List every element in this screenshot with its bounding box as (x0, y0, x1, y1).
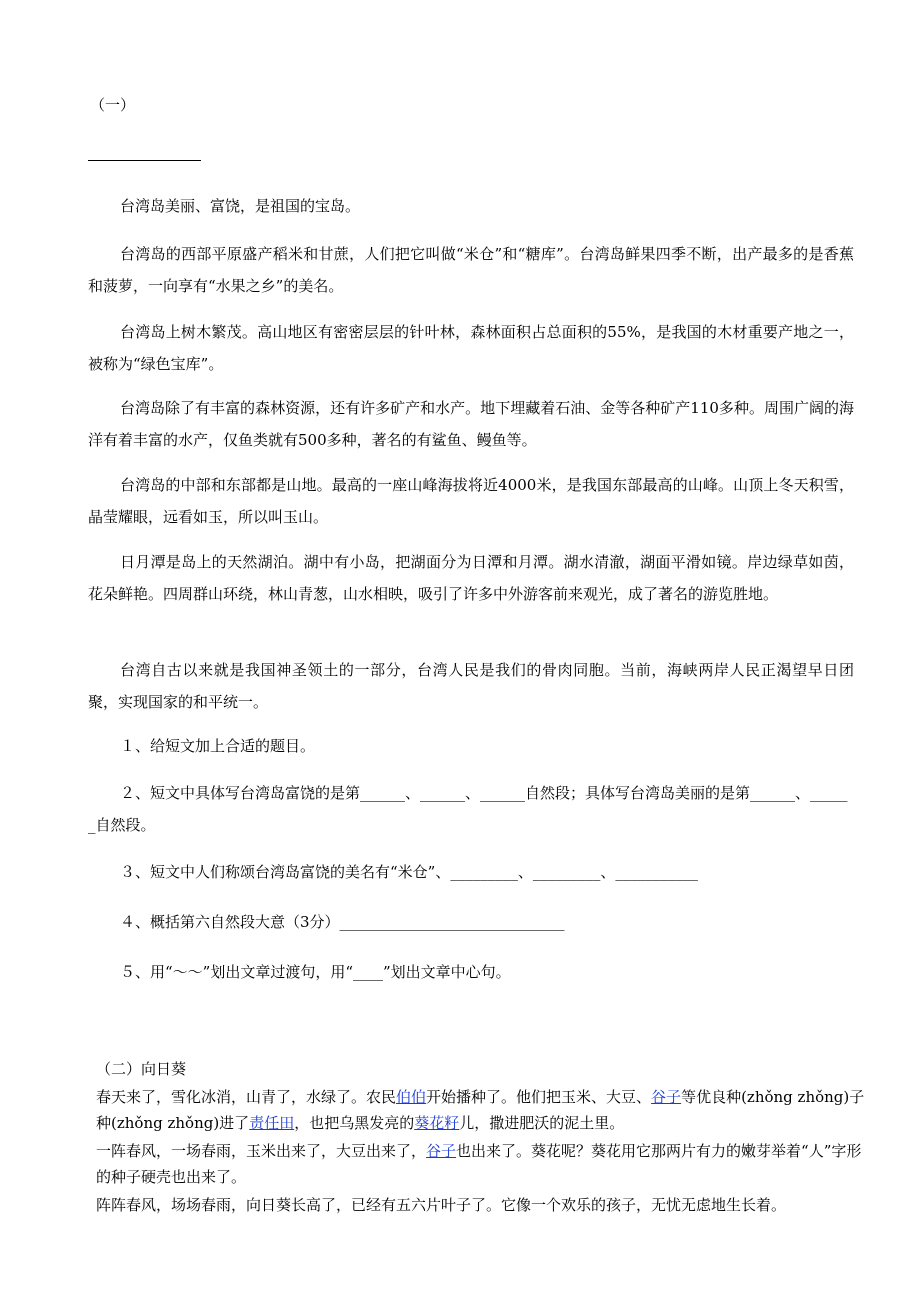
story-text: 一阵春风，一场春雨，玉米出来了，大豆出来了， (96, 1142, 427, 1160)
story-paragraph-3: 阵阵春风，场场春雨，向日葵长高了，已经有五六片叶子了。它像一个欢乐的孩子，无忧无虑地生长着。 (96, 1196, 787, 1214)
story-text: 也出来了。葵花呢？葵花用它那两片有力的嫩芽举着“人”字形的种子硬壳也出来了。 (96, 1142, 862, 1186)
question-2: ２、短文中具体写台湾岛富饶的是第______、______、______自然段；具体写台湾岛美丽的是第______、______自然段。 (88, 784, 848, 834)
paragraph-3: 台湾岛上树木繁茂。高山地区有密密层层的针叶林，森林面积占总面积的55%，是我国的木材重要产地之一，被称为“绿色宝库”。 (88, 323, 854, 373)
question-1: １、给短文加上合适的题目。 (120, 737, 316, 755)
paragraph-5: 台湾岛的中部和东部都是山地。最高的一座山峰海拔将近4000米，是我国东部最高的山峰。山顶上冬天积雪，晶莹耀眼，远看如玉，所以叫玉山。 (88, 476, 854, 526)
link-zerentian[interactable]: 责任田 (249, 1114, 295, 1132)
story-text: 等优良种(zhǒng zhǒng)子种(zhǒng zhǒng)进了 (96, 1088, 865, 1132)
link-guzi-2[interactable]: 谷子 (426, 1142, 457, 1160)
story-text: 儿，撒进肥沃的泥土里。 (459, 1114, 625, 1132)
paragraph-2: 台湾岛的西部平原盛产稻米和甘蔗，人们把它叫做“米仓”和“糖库”。台湾岛鲜果四季不断，出产最多的是香蕉和菠萝，一向享有“水果之乡”的美名。 (88, 245, 854, 295)
section2-heading: （二）向日葵 (96, 1060, 187, 1078)
question-4: ４、概括第六自然段大意（3分）______________________________ (120, 913, 565, 931)
link-guzi[interactable]: 谷子 (651, 1088, 682, 1106)
paragraph-1: 台湾岛美丽、富饶，是祖国的宝岛。 (120, 197, 361, 215)
question-3: ３、短文中人们称颂台湾岛富饶的美名有“米仓”、_________、_________、___________ (120, 863, 698, 881)
question-5: ５、用“～～”划出文章过渡句，用“____”划出文章中心句。 (120, 963, 511, 981)
story-text: ，也把乌黑发亮的 (294, 1114, 415, 1132)
story-paragraph-2 (96, 1138, 866, 1190)
paragraph-6: 日月潭是岛上的天然湖泊。湖中有小岛，把湖面分为日潭和月潭。湖水清澈，湖面平滑如镜。岸边绿草如茵，花朵鲜艳。四周群山环绕，林山青葱，山水相映，吸引了许多中外游客前来观光，成了著名的游览胜地。 (88, 553, 854, 603)
story-text: 开始播种了。他们把玉米、大豆、 (426, 1088, 652, 1106)
link-kuihuazi[interactable]: 葵花籽 (414, 1114, 460, 1132)
link-bobo[interactable]: 伯伯 (396, 1088, 427, 1106)
section1-heading: （一） (90, 96, 136, 114)
story-text: 春天来了，雪化冰消，山青了，水绿了。农民 (96, 1088, 397, 1106)
paragraph-4: 台湾岛除了有丰富的森林资源，还有许多矿产和水产。地下埋藏着石油、金等各种矿产110多种。周围广阔的海洋有着丰富的水产，仅鱼类就有500多种，著名的有鲨鱼、鳗鱼等。 (88, 399, 854, 449)
paragraph-7: 台湾自古以来就是我国神圣领土的一部分，台湾人民是我们的骨肉同胞。当前，海峡两岸人民正渴望早日团聚，实现国家的和平统一。 (88, 661, 854, 711)
title-blank-line (88, 160, 201, 161)
story-paragraph-1 (96, 1084, 866, 1136)
